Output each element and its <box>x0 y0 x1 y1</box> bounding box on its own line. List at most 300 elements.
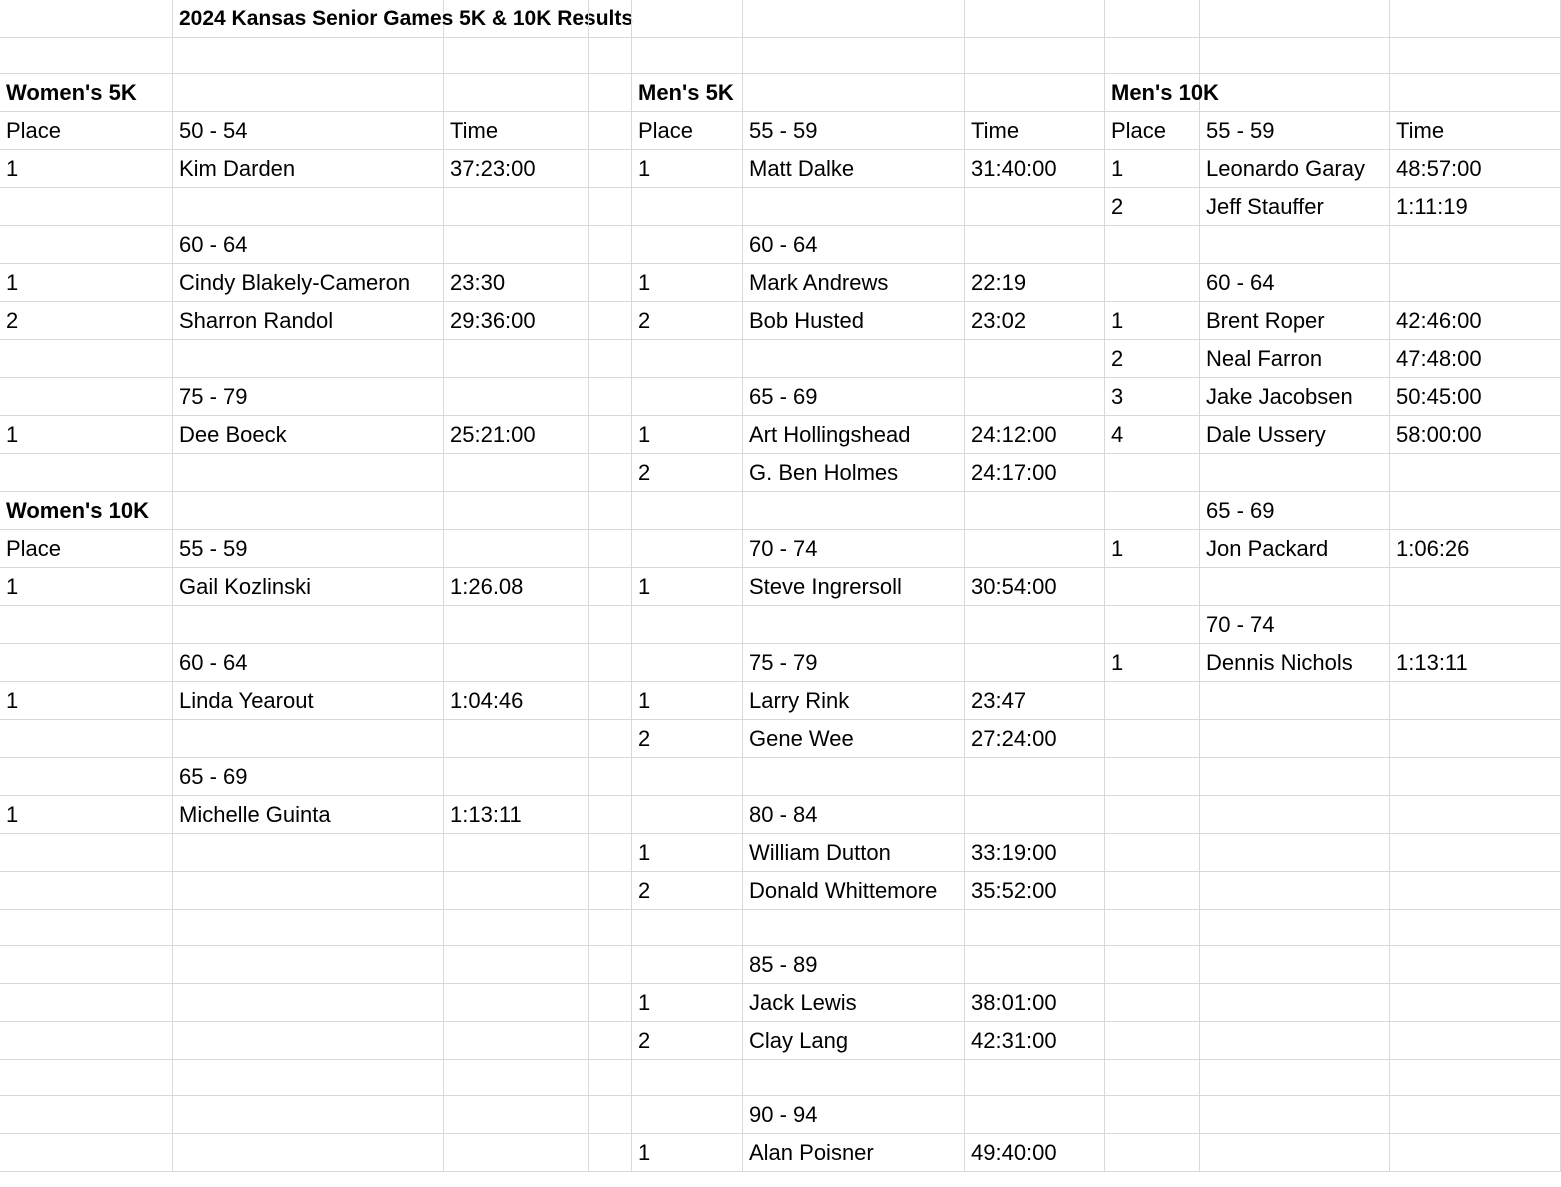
cell-r3-c5[interactable]: 55 - 59 <box>743 112 965 150</box>
cell-r27-c2[interactable] <box>444 1022 589 1060</box>
cell-r16-c0[interactable] <box>0 606 173 644</box>
cell-r11-c9[interactable]: 58:00:00 <box>1390 416 1561 454</box>
cell-r4-c0[interactable]: 1 <box>0 150 173 188</box>
cell-r16-c5[interactable] <box>743 606 965 644</box>
cell-r16-c1[interactable] <box>173 606 444 644</box>
cell-r14-c5[interactable]: 70 - 74 <box>743 530 965 568</box>
cell-r5-c0[interactable] <box>0 188 173 226</box>
cell-r14-c1[interactable]: 55 - 59 <box>173 530 444 568</box>
cell-r0-c3[interactable] <box>589 0 632 38</box>
cell-r29-c9[interactable] <box>1390 1096 1561 1134</box>
cell-r22-c8[interactable] <box>1200 834 1390 872</box>
cell-r12-c2[interactable] <box>444 454 589 492</box>
cell-r23-c9[interactable] <box>1390 872 1561 910</box>
cell-r24-c5[interactable] <box>743 910 965 946</box>
cell-r10-c5[interactable]: 65 - 69 <box>743 378 965 416</box>
cell-r27-c1[interactable] <box>173 1022 444 1060</box>
cell-r12-c5[interactable]: G. Ben Holmes <box>743 454 965 492</box>
cell-r0-c5[interactable] <box>743 0 965 38</box>
cell-r16-c6[interactable] <box>965 606 1105 644</box>
cell-r15-c5[interactable]: Steve Ingrersoll <box>743 568 965 606</box>
cell-r10-c7[interactable]: 3 <box>1105 378 1200 416</box>
cell-r11-c0[interactable]: 1 <box>0 416 173 454</box>
cell-r13-c1[interactable] <box>173 492 444 530</box>
cell-r4-c5[interactable]: Matt Dalke <box>743 150 965 188</box>
cell-r5-c3[interactable] <box>589 188 632 226</box>
cell-r3-c2[interactable]: Time <box>444 112 589 150</box>
cell-r4-c4[interactable]: 1 <box>632 150 743 188</box>
cell-r3-c9[interactable]: Time <box>1390 112 1561 150</box>
cell-r18-c6[interactable]: 23:47 <box>965 682 1105 720</box>
cell-r28-c9[interactable] <box>1390 1060 1561 1096</box>
cell-r0-c0[interactable] <box>0 0 173 38</box>
cell-r9-c8[interactable]: Neal Farron <box>1200 340 1390 378</box>
cell-r24-c3[interactable] <box>589 910 632 946</box>
cell-r1-c1[interactable] <box>173 38 444 74</box>
cell-r1-c4[interactable] <box>632 38 743 74</box>
cell-r29-c7[interactable] <box>1105 1096 1200 1134</box>
cell-r3-c0[interactable]: Place <box>0 112 173 150</box>
cell-r19-c7[interactable] <box>1105 720 1200 758</box>
cell-r3-c1[interactable]: 50 - 54 <box>173 112 444 150</box>
cell-r12-c7[interactable] <box>1105 454 1200 492</box>
cell-r27-c5[interactable]: Clay Lang <box>743 1022 965 1060</box>
cell-r8-c0[interactable]: 2 <box>0 302 173 340</box>
cell-r30-c0[interactable] <box>0 1134 173 1172</box>
cell-r17-c6[interactable] <box>965 644 1105 682</box>
cell-r13-c0[interactable]: Women's 10K <box>0 492 173 530</box>
cell-r3-c8[interactable]: 55 - 59 <box>1200 112 1390 150</box>
cell-r20-c7[interactable] <box>1105 758 1200 796</box>
cell-r18-c2[interactable]: 1:04:46 <box>444 682 589 720</box>
cell-r16-c7[interactable] <box>1105 606 1200 644</box>
cell-r0-c9[interactable] <box>1390 0 1561 38</box>
cell-r28-c4[interactable] <box>632 1060 743 1096</box>
cell-r25-c9[interactable] <box>1390 946 1561 984</box>
cell-r20-c4[interactable] <box>632 758 743 796</box>
cell-r30-c5[interactable]: Alan Poisner <box>743 1134 965 1172</box>
cell-r8-c2[interactable]: 29:36:00 <box>444 302 589 340</box>
cell-r25-c6[interactable] <box>965 946 1105 984</box>
cell-r28-c1[interactable] <box>173 1060 444 1096</box>
cell-r28-c2[interactable] <box>444 1060 589 1096</box>
cell-r11-c6[interactable]: 24:12:00 <box>965 416 1105 454</box>
cell-r9-c1[interactable] <box>173 340 444 378</box>
cell-r29-c1[interactable] <box>173 1096 444 1134</box>
cell-r26-c1[interactable] <box>173 984 444 1022</box>
cell-r1-c2[interactable] <box>444 38 589 74</box>
cell-r24-c4[interactable] <box>632 910 743 946</box>
cell-r19-c0[interactable] <box>0 720 173 758</box>
cell-r11-c8[interactable]: Dale Ussery <box>1200 416 1390 454</box>
cell-r21-c3[interactable] <box>589 796 632 834</box>
cell-r7-c9[interactable] <box>1390 264 1561 302</box>
cell-r9-c0[interactable] <box>0 340 173 378</box>
cell-r30-c1[interactable] <box>173 1134 444 1172</box>
cell-r26-c8[interactable] <box>1200 984 1390 1022</box>
cell-r11-c5[interactable]: Art Hollingshead <box>743 416 965 454</box>
cell-r25-c2[interactable] <box>444 946 589 984</box>
cell-r27-c0[interactable] <box>0 1022 173 1060</box>
cell-r9-c2[interactable] <box>444 340 589 378</box>
cell-r4-c2[interactable]: 37:23:00 <box>444 150 589 188</box>
cell-r8-c7[interactable]: 1 <box>1105 302 1200 340</box>
cell-r1-c8[interactable] <box>1200 38 1390 74</box>
cell-r5-c1[interactable] <box>173 188 444 226</box>
cell-r13-c8[interactable]: 65 - 69 <box>1200 492 1390 530</box>
cell-r24-c2[interactable] <box>444 910 589 946</box>
cell-r19-c1[interactable] <box>173 720 444 758</box>
cell-r24-c0[interactable] <box>0 910 173 946</box>
cell-r14-c7[interactable]: 1 <box>1105 530 1200 568</box>
cell-r30-c3[interactable] <box>589 1134 632 1172</box>
cell-r8-c6[interactable]: 23:02 <box>965 302 1105 340</box>
cell-r28-c8[interactable] <box>1200 1060 1390 1096</box>
cell-r5-c7[interactable]: 2 <box>1105 188 1200 226</box>
cell-r16-c3[interactable] <box>589 606 632 644</box>
cell-r4-c6[interactable]: 31:40:00 <box>965 150 1105 188</box>
cell-r7-c6[interactable]: 22:19 <box>965 264 1105 302</box>
cell-r3-c6[interactable]: Time <box>965 112 1105 150</box>
cell-r22-c3[interactable] <box>589 834 632 872</box>
cell-r1-c9[interactable] <box>1390 38 1561 74</box>
cell-r11-c1[interactable]: Dee Boeck <box>173 416 444 454</box>
cell-r11-c4[interactable]: 1 <box>632 416 743 454</box>
cell-r6-c4[interactable] <box>632 226 743 264</box>
cell-r2-c5[interactable] <box>743 74 965 112</box>
cell-r7-c2[interactable]: 23:30 <box>444 264 589 302</box>
cell-r16-c4[interactable] <box>632 606 743 644</box>
cell-r8-c9[interactable]: 42:46:00 <box>1390 302 1561 340</box>
cell-r4-c8[interactable]: Leonardo Garay <box>1200 150 1390 188</box>
cell-r26-c2[interactable] <box>444 984 589 1022</box>
cell-r23-c3[interactable] <box>589 872 632 910</box>
cell-r27-c3[interactable] <box>589 1022 632 1060</box>
cell-r4-c1[interactable]: Kim Darden <box>173 150 444 188</box>
cell-r5-c4[interactable] <box>632 188 743 226</box>
cell-r8-c5[interactable]: Bob Husted <box>743 302 965 340</box>
cell-r29-c8[interactable] <box>1200 1096 1390 1134</box>
cell-r15-c6[interactable]: 30:54:00 <box>965 568 1105 606</box>
cell-r30-c7[interactable] <box>1105 1134 1200 1172</box>
cell-r19-c6[interactable]: 27:24:00 <box>965 720 1105 758</box>
cell-r13-c3[interactable] <box>589 492 632 530</box>
cell-r20-c8[interactable] <box>1200 758 1390 796</box>
cell-r5-c2[interactable] <box>444 188 589 226</box>
cell-r7-c1[interactable]: Cindy Blakely-Cameron <box>173 264 444 302</box>
cell-r0-c7[interactable] <box>1105 0 1200 38</box>
cell-r27-c9[interactable] <box>1390 1022 1561 1060</box>
cell-r22-c0[interactable] <box>0 834 173 872</box>
cell-r14-c3[interactable] <box>589 530 632 568</box>
cell-r14-c6[interactable] <box>965 530 1105 568</box>
cell-r16-c8[interactable]: 70 - 74 <box>1200 606 1390 644</box>
cell-r29-c6[interactable] <box>965 1096 1105 1134</box>
cell-r30-c6[interactable]: 49:40:00 <box>965 1134 1105 1172</box>
cell-r1-c0[interactable] <box>0 38 173 74</box>
cell-r23-c8[interactable] <box>1200 872 1390 910</box>
cell-r21-c0[interactable]: 1 <box>0 796 173 834</box>
cell-r1-c6[interactable] <box>965 38 1105 74</box>
cell-r26-c0[interactable] <box>0 984 173 1022</box>
cell-r23-c2[interactable] <box>444 872 589 910</box>
cell-r18-c0[interactable]: 1 <box>0 682 173 720</box>
cell-r27-c7[interactable] <box>1105 1022 1200 1060</box>
cell-r2-c1[interactable] <box>173 74 444 112</box>
cell-r12-c8[interactable] <box>1200 454 1390 492</box>
cell-r9-c5[interactable] <box>743 340 965 378</box>
cell-r22-c1[interactable] <box>173 834 444 872</box>
cell-r17-c5[interactable]: 75 - 79 <box>743 644 965 682</box>
cell-r17-c7[interactable]: 1 <box>1105 644 1200 682</box>
cell-r5-c8[interactable]: Jeff Stauffer <box>1200 188 1390 226</box>
cell-r7-c8[interactable]: 60 - 64 <box>1200 264 1390 302</box>
cell-r25-c3[interactable] <box>589 946 632 984</box>
cell-r7-c4[interactable]: 1 <box>632 264 743 302</box>
cell-r13-c6[interactable] <box>965 492 1105 530</box>
cell-r20-c3[interactable] <box>589 758 632 796</box>
cell-r2-c2[interactable] <box>444 74 589 112</box>
cell-r23-c4[interactable]: 2 <box>632 872 743 910</box>
cell-r5-c9[interactable]: 1:11:19 <box>1390 188 1561 226</box>
cell-r8-c1[interactable]: Sharron Randol <box>173 302 444 340</box>
cell-r24-c1[interactable] <box>173 910 444 946</box>
cell-r27-c8[interactable] <box>1200 1022 1390 1060</box>
cell-r3-c3[interactable] <box>589 112 632 150</box>
cell-r21-c9[interactable] <box>1390 796 1561 834</box>
cell-r12-c3[interactable] <box>589 454 632 492</box>
cell-r9-c4[interactable] <box>632 340 743 378</box>
cell-r16-c9[interactable] <box>1390 606 1561 644</box>
cell-r6-c0[interactable] <box>0 226 173 264</box>
cell-r22-c5[interactable]: William Dutton <box>743 834 965 872</box>
cell-r25-c7[interactable] <box>1105 946 1200 984</box>
cell-r25-c1[interactable] <box>173 946 444 984</box>
cell-r6-c8[interactable] <box>1200 226 1390 264</box>
cell-r2-c6[interactable] <box>965 74 1105 112</box>
cell-r14-c8[interactable]: Jon Packard <box>1200 530 1390 568</box>
cell-r1-c3[interactable] <box>589 38 632 74</box>
cell-r24-c9[interactable] <box>1390 910 1561 946</box>
cell-r1-c5[interactable] <box>743 38 965 74</box>
cell-r7-c7[interactable] <box>1105 264 1200 302</box>
cell-r30-c8[interactable] <box>1200 1134 1390 1172</box>
cell-r28-c0[interactable] <box>0 1060 173 1096</box>
cell-r10-c8[interactable]: Jake Jacobsen <box>1200 378 1390 416</box>
cell-r0-c8[interactable] <box>1200 0 1390 38</box>
cell-r9-c6[interactable] <box>965 340 1105 378</box>
cell-r0-c2[interactable] <box>444 0 589 38</box>
cell-r18-c7[interactable] <box>1105 682 1200 720</box>
cell-r14-c9[interactable]: 1:06:26 <box>1390 530 1561 568</box>
cell-r15-c2[interactable]: 1:26.08 <box>444 568 589 606</box>
cell-r6-c1[interactable]: 60 - 64 <box>173 226 444 264</box>
cell-r22-c7[interactable] <box>1105 834 1200 872</box>
cell-r2-c7[interactable]: Men's 10K <box>1105 74 1200 112</box>
cell-r9-c3[interactable] <box>589 340 632 378</box>
cell-r16-c2[interactable] <box>444 606 589 644</box>
cell-r18-c5[interactable]: Larry Rink <box>743 682 965 720</box>
cell-r2-c3[interactable] <box>589 74 632 112</box>
cell-r22-c2[interactable] <box>444 834 589 872</box>
cell-r21-c2[interactable]: 1:13:11 <box>444 796 589 834</box>
cell-r27-c6[interactable]: 42:31:00 <box>965 1022 1105 1060</box>
cell-r30-c2[interactable] <box>444 1134 589 1172</box>
cell-r20-c2[interactable] <box>444 758 589 796</box>
cell-r15-c1[interactable]: Gail Kozlinski <box>173 568 444 606</box>
cell-r8-c3[interactable] <box>589 302 632 340</box>
cell-r2-c0[interactable]: Women's 5K <box>0 74 173 112</box>
cell-r29-c2[interactable] <box>444 1096 589 1134</box>
cell-r5-c5[interactable] <box>743 188 965 226</box>
cell-r19-c5[interactable]: Gene Wee <box>743 720 965 758</box>
cell-r28-c6[interactable] <box>965 1060 1105 1096</box>
cell-r24-c8[interactable] <box>1200 910 1390 946</box>
cell-r12-c9[interactable] <box>1390 454 1561 492</box>
cell-r26-c4[interactable]: 1 <box>632 984 743 1022</box>
cell-r2-c8[interactable] <box>1200 74 1390 112</box>
cell-r11-c3[interactable] <box>589 416 632 454</box>
cell-r11-c2[interactable]: 25:21:00 <box>444 416 589 454</box>
cell-r3-c4[interactable]: Place <box>632 112 743 150</box>
cell-r1-c7[interactable] <box>1105 38 1200 74</box>
cell-r7-c3[interactable] <box>589 264 632 302</box>
cell-r5-c6[interactable] <box>965 188 1105 226</box>
cell-r13-c5[interactable] <box>743 492 965 530</box>
cell-r28-c3[interactable] <box>589 1060 632 1096</box>
cell-r19-c2[interactable] <box>444 720 589 758</box>
cell-r18-c8[interactable] <box>1200 682 1390 720</box>
cell-r6-c3[interactable] <box>589 226 632 264</box>
cell-r6-c7[interactable] <box>1105 226 1200 264</box>
cell-r28-c7[interactable] <box>1105 1060 1200 1096</box>
cell-r14-c2[interactable] <box>444 530 589 568</box>
cell-r25-c4[interactable] <box>632 946 743 984</box>
cell-r6-c9[interactable] <box>1390 226 1561 264</box>
cell-r17-c8[interactable]: Dennis Nichols <box>1200 644 1390 682</box>
cell-r22-c6[interactable]: 33:19:00 <box>965 834 1105 872</box>
cell-r15-c9[interactable] <box>1390 568 1561 606</box>
cell-r15-c7[interactable] <box>1105 568 1200 606</box>
cell-r28-c5[interactable] <box>743 1060 965 1096</box>
cell-r23-c1[interactable] <box>173 872 444 910</box>
cell-r17-c4[interactable] <box>632 644 743 682</box>
cell-r22-c4[interactable]: 1 <box>632 834 743 872</box>
cell-r3-c7[interactable]: Place <box>1105 112 1200 150</box>
cell-r4-c3[interactable] <box>589 150 632 188</box>
cell-r18-c3[interactable] <box>589 682 632 720</box>
cell-r18-c4[interactable]: 1 <box>632 682 743 720</box>
cell-r17-c9[interactable]: 1:13:11 <box>1390 644 1561 682</box>
cell-r2-c9[interactable] <box>1390 74 1561 112</box>
cell-r17-c3[interactable] <box>589 644 632 682</box>
cell-r21-c4[interactable] <box>632 796 743 834</box>
cell-r21-c8[interactable] <box>1200 796 1390 834</box>
cell-r13-c2[interactable] <box>444 492 589 530</box>
cell-r17-c1[interactable]: 60 - 64 <box>173 644 444 682</box>
cell-r12-c1[interactable] <box>173 454 444 492</box>
cell-r0-c1[interactable]: 2024 Kansas Senior Games 5K & 10K Results <box>173 0 444 38</box>
cell-r10-c9[interactable]: 50:45:00 <box>1390 378 1561 416</box>
cell-r8-c4[interactable]: 2 <box>632 302 743 340</box>
cell-r21-c7[interactable] <box>1105 796 1200 834</box>
cell-r21-c5[interactable]: 80 - 84 <box>743 796 965 834</box>
cell-r15-c0[interactable]: 1 <box>0 568 173 606</box>
cell-r29-c4[interactable] <box>632 1096 743 1134</box>
cell-r2-c4[interactable]: Men's 5K <box>632 74 743 112</box>
cell-r0-c4[interactable] <box>632 0 743 38</box>
cell-r12-c6[interactable]: 24:17:00 <box>965 454 1105 492</box>
cell-r25-c0[interactable] <box>0 946 173 984</box>
cell-r8-c8[interactable]: Brent Roper <box>1200 302 1390 340</box>
cell-r27-c4[interactable]: 2 <box>632 1022 743 1060</box>
cell-r10-c4[interactable] <box>632 378 743 416</box>
cell-r19-c3[interactable] <box>589 720 632 758</box>
cell-r20-c1[interactable]: 65 - 69 <box>173 758 444 796</box>
cell-r14-c4[interactable] <box>632 530 743 568</box>
cell-r19-c8[interactable] <box>1200 720 1390 758</box>
cell-r20-c5[interactable] <box>743 758 965 796</box>
cell-r15-c4[interactable]: 1 <box>632 568 743 606</box>
cell-r23-c6[interactable]: 35:52:00 <box>965 872 1105 910</box>
cell-r23-c5[interactable]: Donald Whittemore <box>743 872 965 910</box>
cell-r15-c8[interactable] <box>1200 568 1390 606</box>
cell-r6-c2[interactable] <box>444 226 589 264</box>
cell-r7-c0[interactable]: 1 <box>0 264 173 302</box>
cell-r15-c3[interactable] <box>589 568 632 606</box>
cell-r12-c4[interactable]: 2 <box>632 454 743 492</box>
cell-r10-c3[interactable] <box>589 378 632 416</box>
cell-r24-c6[interactable] <box>965 910 1105 946</box>
cell-r13-c7[interactable] <box>1105 492 1200 530</box>
cell-r20-c0[interactable] <box>0 758 173 796</box>
cell-r24-c7[interactable] <box>1105 910 1200 946</box>
cell-r26-c9[interactable] <box>1390 984 1561 1022</box>
cell-r30-c9[interactable] <box>1390 1134 1561 1172</box>
cell-r26-c7[interactable] <box>1105 984 1200 1022</box>
cell-r10-c2[interactable] <box>444 378 589 416</box>
cell-r18-c9[interactable] <box>1390 682 1561 720</box>
cell-r17-c0[interactable] <box>0 644 173 682</box>
cell-r17-c2[interactable] <box>444 644 589 682</box>
cell-r14-c0[interactable]: Place <box>0 530 173 568</box>
cell-r23-c0[interactable] <box>0 872 173 910</box>
cell-r12-c0[interactable] <box>0 454 173 492</box>
cell-r26-c3[interactable] <box>589 984 632 1022</box>
cell-r6-c5[interactable]: 60 - 64 <box>743 226 965 264</box>
cell-r20-c6[interactable] <box>965 758 1105 796</box>
cell-r26-c5[interactable]: Jack Lewis <box>743 984 965 1022</box>
cell-r4-c7[interactable]: 1 <box>1105 150 1200 188</box>
cell-r9-c9[interactable]: 47:48:00 <box>1390 340 1561 378</box>
cell-r13-c4[interactable] <box>632 492 743 530</box>
cell-r19-c9[interactable] <box>1390 720 1561 758</box>
cell-r10-c0[interactable] <box>0 378 173 416</box>
cell-r29-c0[interactable] <box>0 1096 173 1134</box>
cell-r19-c4[interactable]: 2 <box>632 720 743 758</box>
cell-r22-c9[interactable] <box>1390 834 1561 872</box>
cell-r25-c8[interactable] <box>1200 946 1390 984</box>
cell-r29-c5[interactable]: 90 - 94 <box>743 1096 965 1134</box>
cell-r7-c5[interactable]: Mark Andrews <box>743 264 965 302</box>
cell-r10-c6[interactable] <box>965 378 1105 416</box>
cell-r4-c9[interactable]: 48:57:00 <box>1390 150 1561 188</box>
cell-r13-c9[interactable] <box>1390 492 1561 530</box>
cell-r26-c6[interactable]: 38:01:00 <box>965 984 1105 1022</box>
cell-r6-c6[interactable] <box>965 226 1105 264</box>
cell-r18-c1[interactable]: Linda Yearout <box>173 682 444 720</box>
cell-r29-c3[interactable] <box>589 1096 632 1134</box>
